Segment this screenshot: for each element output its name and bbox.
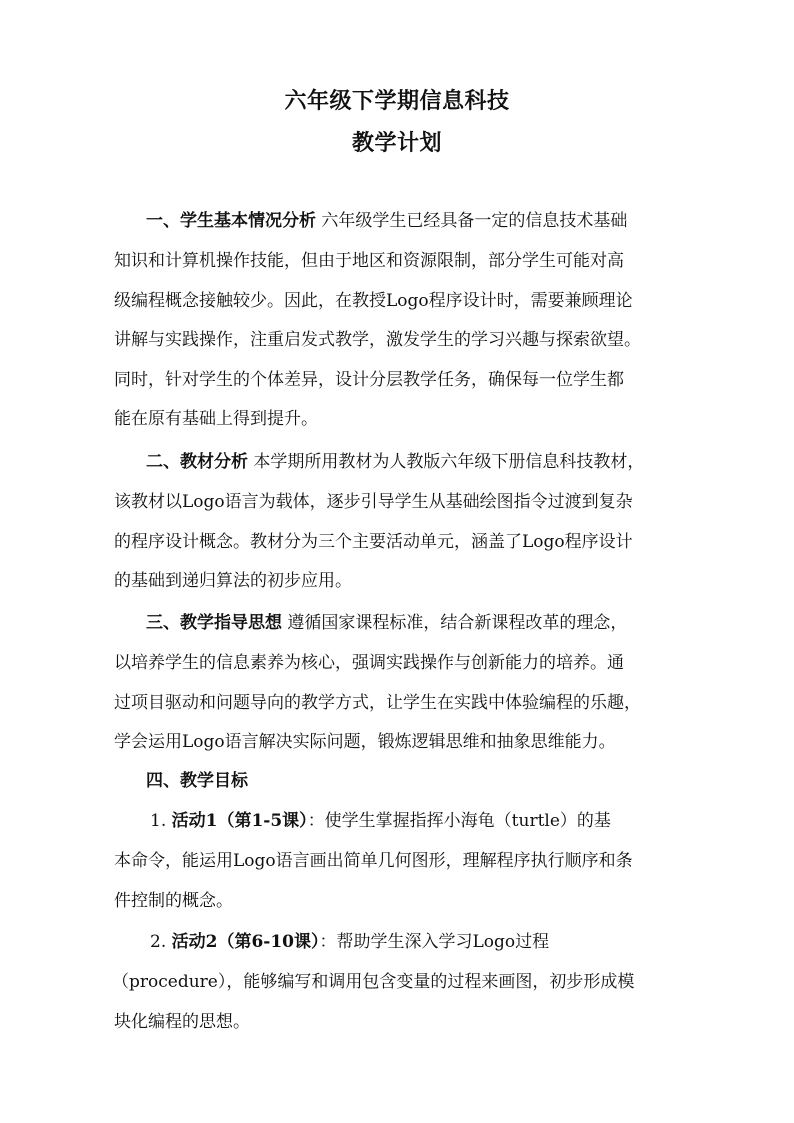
objective-2-number: 2. [150, 932, 167, 952]
section-1-line-4: 讲解与实践操作，注重启发式教学，激发学生的学习兴趣与探索欲望。 [114, 330, 641, 350]
section-1-line-6: 能在原有基础上得到提升。 [114, 409, 318, 429]
objective-1-number: 1. [150, 811, 167, 831]
section-1-line-2: 知识和计算机操作技能，但由于地区和资源限制，部分学生可能对高 [114, 251, 624, 271]
section-1-line-1 [146, 207, 766, 235]
document-title: 六年级下学期信息科技 [284, 88, 510, 114]
section-1-heading: 一、学生基本情况分析 [146, 211, 316, 231]
section-1-line-5: 同时，针对学生的个体差异，设计分层教学任务，确保每一位学生都 [114, 370, 624, 390]
objective-1-line-2: 本命令，能运用Logo语言画出简单几何图形，理解程序执行顺序和条 [114, 851, 633, 871]
section-2-line-2: 该教材以Logo语言为载体，逐步引导学生从基础绘图指令过渡到复杂 [114, 492, 633, 512]
section-3-text: 遵循国家课程标准，结合新课程改革的理念， [282, 613, 628, 633]
section-2-text: 本学期所用教材为人教版六年级下册信息科技教材， [248, 452, 645, 472]
section-1-text: 六年级学生已经具备一定的信息技术基础 [316, 211, 628, 231]
objective-1-line-3: 件控制的概念。 [114, 891, 233, 911]
objective-2-line-3: 块化编程的思想。 [114, 1012, 250, 1032]
section-3-line-1 [146, 609, 766, 637]
objective-2-label: 活动2（第6-10课） [171, 932, 320, 952]
objective-1-line-1 [150, 807, 770, 835]
section-2-line-1 [146, 448, 766, 476]
section-3-line-4: 学会运用Logo语言解决实际问题，锻炼逻辑思维和抽象思维能力。 [114, 732, 616, 752]
section-3-line-2: 以培养学生的信息素养为核心，强调实践操作与创新能力的培养。通 [114, 653, 624, 673]
section-2-line-3: 的程序设计概念。教材分为三个主要活动单元，涵盖了Logo程序设计 [114, 532, 633, 552]
document-subtitle: 教学计划 [351, 130, 442, 156]
section-2-heading: 二、教材分析 [146, 452, 248, 472]
objective-1-text: ：使学生掌握指挥小海龟（turtle）的基 [307, 811, 611, 831]
objective-2-line-1 [150, 928, 770, 956]
section-3-line-3: 过项目驱动和问题导向的教学方式，让学生在实践中体验编程的乐趣， [114, 693, 641, 713]
section-2-line-4: 的基础到递归算法的初步应用。 [114, 571, 352, 591]
objective-1-label: 活动1（第1-5课） [171, 811, 308, 831]
objective-2-line-2: （procedure），能够编写和调用包含变量的过程来画图，初步形成模 [112, 972, 635, 992]
section-1-line-3: 级编程概念接触较少。因此，在教授Logo程序设计时，需要兼顾理论 [114, 291, 633, 311]
section-3-heading: 三、教学指导思想 [146, 613, 282, 633]
section-4-heading: 四、教学目标 [146, 771, 248, 791]
objective-2-text: ：帮助学生深入学习Logo过程 [319, 932, 550, 952]
